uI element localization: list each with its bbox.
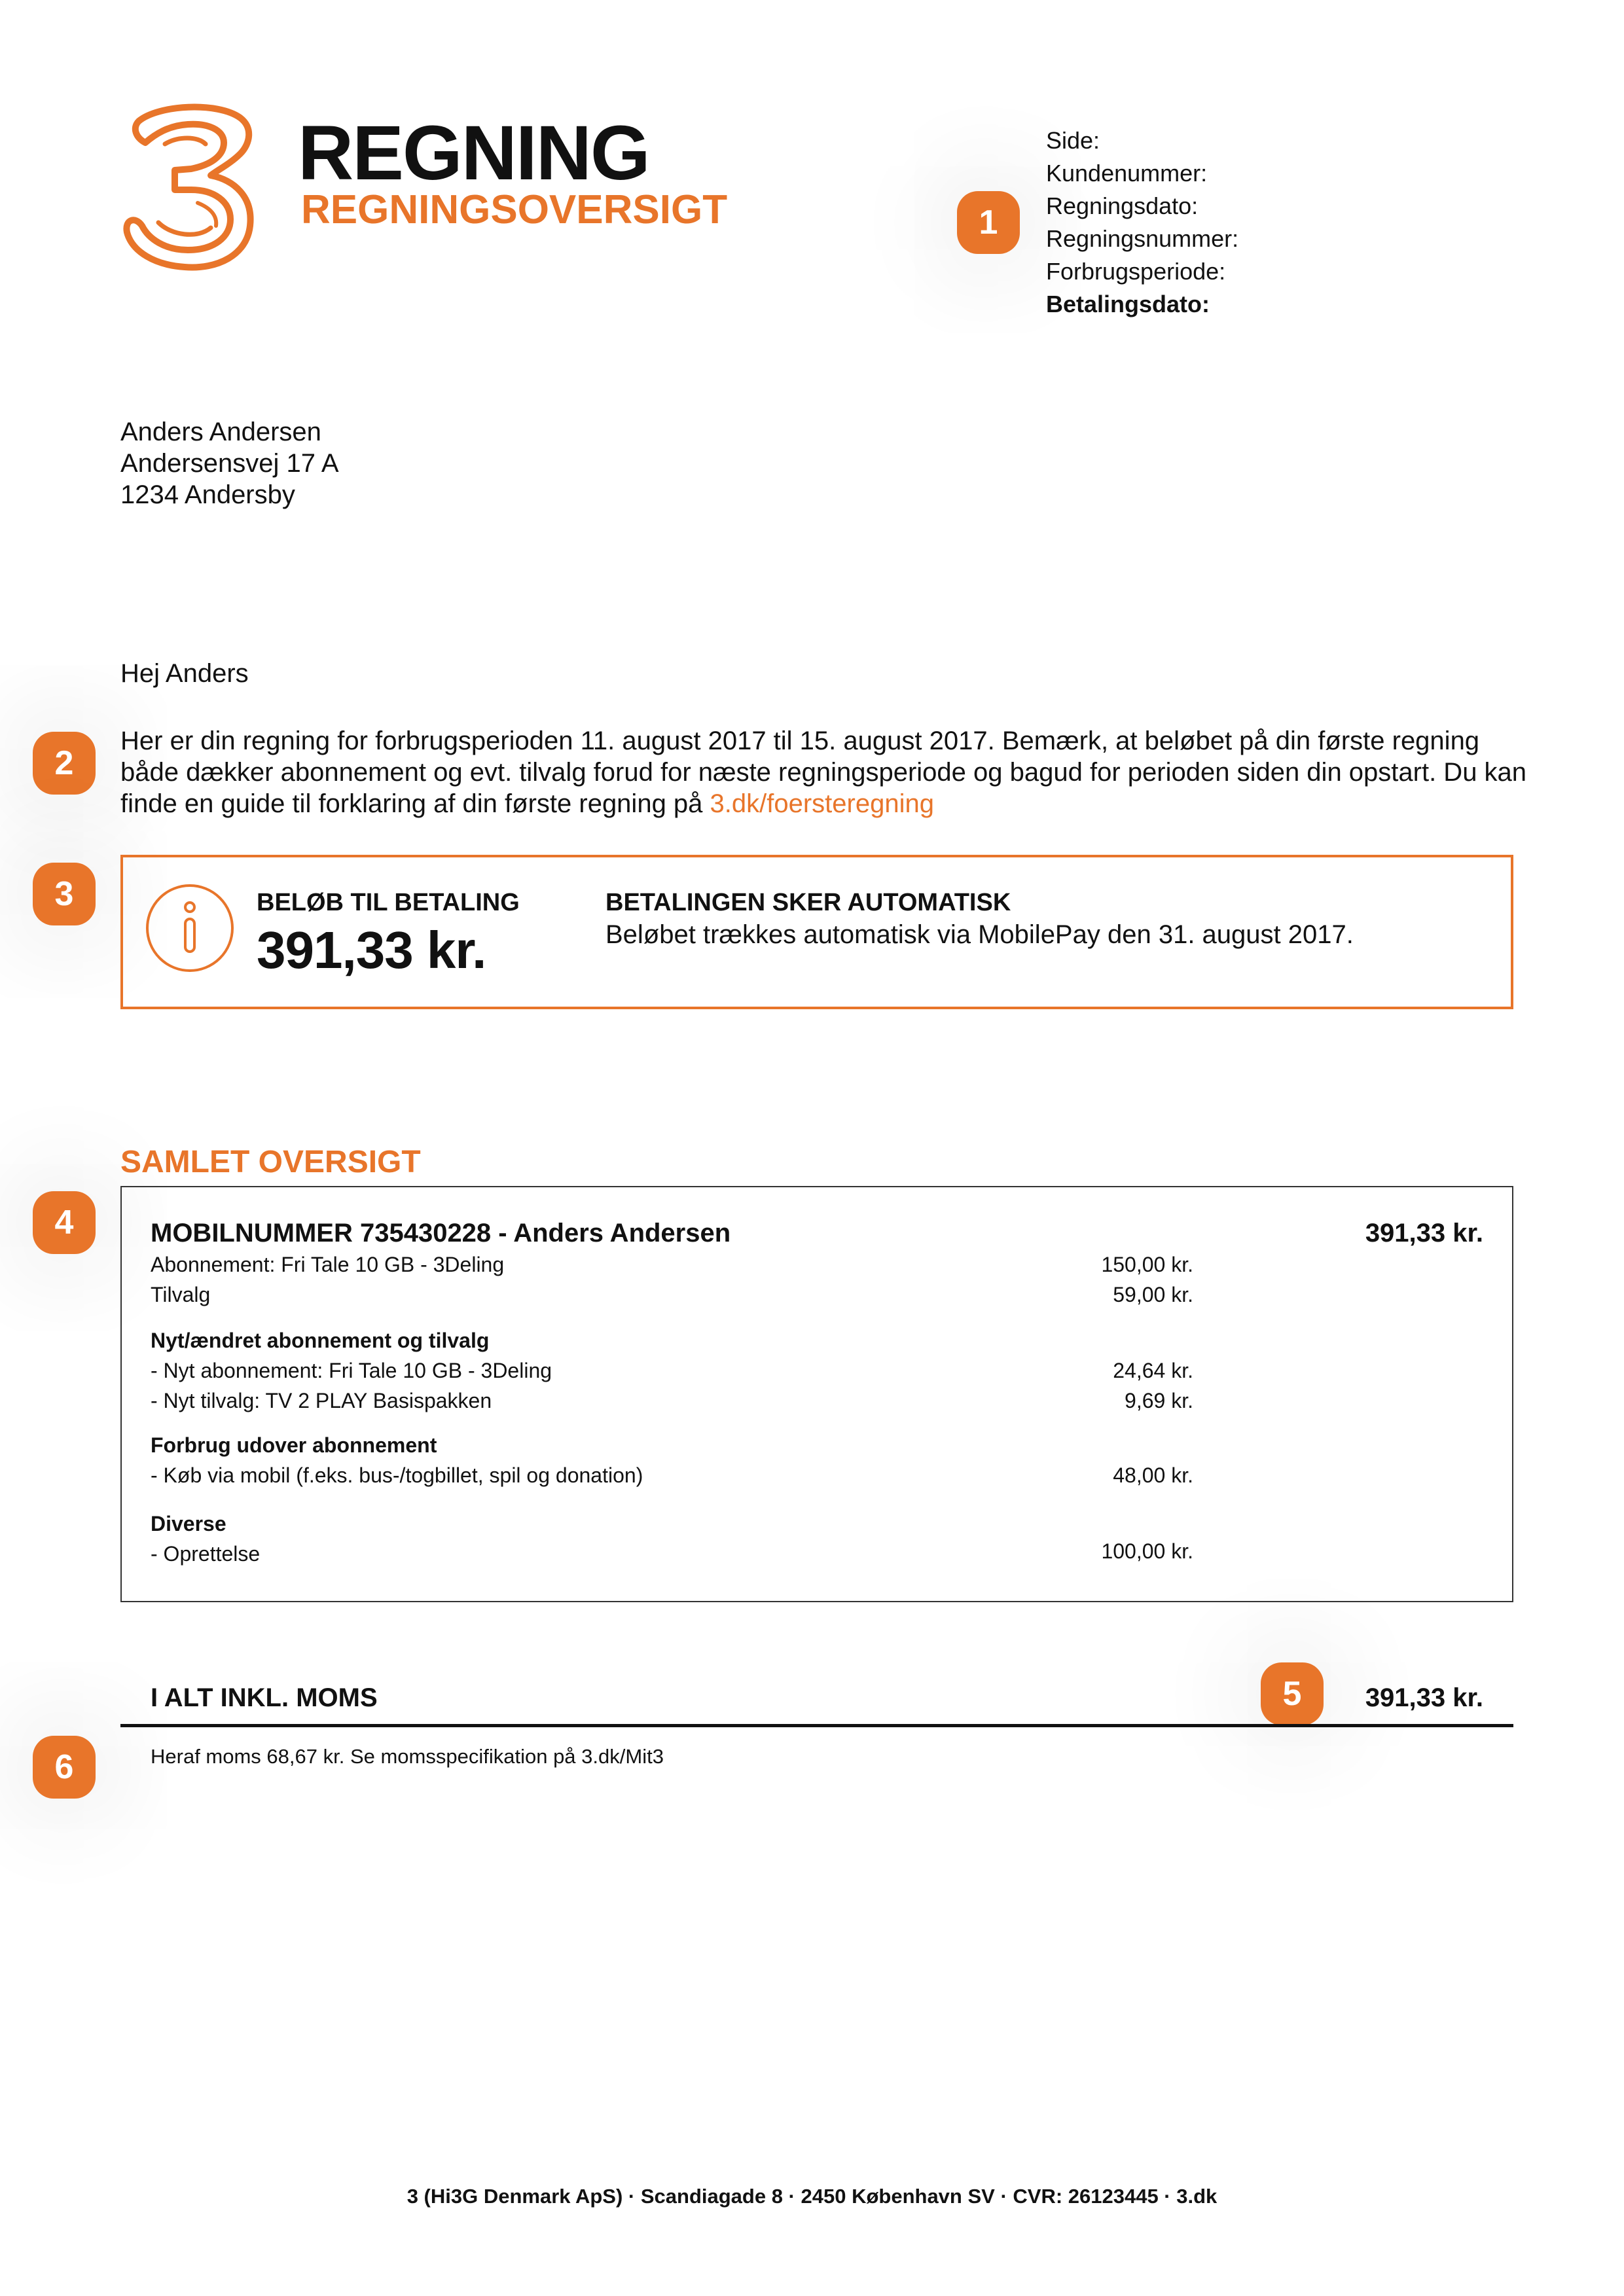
meta-usage-period-label: Forbrugsperiode: (1046, 258, 1226, 285)
recipient-address (120, 416, 339, 511)
callout-badge-5: 5 (1261, 1662, 1324, 1725)
amount-due-label: BELØB TIL BETALING (257, 889, 520, 916)
line-item-label: - Køb via mobil (f.eks. bus-/togbillet, spil og donation) (151, 1463, 643, 1487)
document-subtitle: REGNINGSOVERSIGT (301, 187, 728, 232)
vat-note: Heraf moms 68,67 kr. Se momsspecifikation på 3.dk/Mit3 (151, 1745, 664, 1768)
callout-badge-6: 6 (33, 1736, 96, 1799)
company-footer: 3 (Hi3G Denmark ApS) · Scandiagade 8 · 2450 København SV · CVR: 26123445 · 3.dk (406, 2185, 1218, 2208)
line-item-label: Tilvalg (151, 1283, 211, 1306)
recipient-street: Andersensvej 17 A (120, 449, 339, 478)
line-item-label: - Nyt abonnement: Fri Tale 10 GB - 3Deling (151, 1359, 552, 1382)
total-incl-vat-label: I ALT INKL. MOMS (151, 1683, 378, 1712)
line-item-amount: 48,00 kr. (1113, 1463, 1193, 1487)
recipient-city: 1234 Andersby (120, 480, 295, 509)
meta-invoice-number-label: Regningsnummer: (1046, 225, 1239, 252)
intro-text: Her er din regning for forbrugsperioden 11. august 2017 til 15. august 2017. Bemærk, at beløbet på din første regning både dækker abonnement og evt. tilvalg forud for næste regningsperiode og bagud for perioden siden din opstart. Du kan finde en guide til forklaring af din første regning på (120, 726, 1527, 818)
total-incl-vat-amount: 391,33 kr. (1365, 1683, 1483, 1712)
line-item-label: - Nyt tilvalg: TV 2 PLAY Basispakken (151, 1389, 492, 1412)
line-item-amount: 59,00 kr. (1113, 1283, 1193, 1306)
line-group-heading: Forbrug udover abonnement (151, 1433, 437, 1457)
mobile-number-total: 391,33 kr. (1365, 1219, 1483, 1247)
line-item-amount: 100,00 kr. (1101, 1539, 1193, 1563)
amount-due-value: 391,33 kr. (257, 921, 486, 979)
three-logo (119, 98, 257, 272)
info-icon (144, 882, 236, 974)
auto-payment-text: Beløbet trækkes automatisk via MobilePay den 31. august 2017. (605, 920, 1354, 949)
meta-payment-date-label: Betalingsdato: (1046, 291, 1210, 317)
meta-customer-number-label: Kundenummer: (1046, 160, 1208, 187)
invoice-meta (1046, 124, 1238, 321)
line-group-heading: Diverse (151, 1512, 226, 1535)
overview-title: SAMLET OVERSIGT (120, 1145, 421, 1179)
total-divider (120, 1724, 1513, 1727)
line-item-label: Abonnement: Fri Tale 10 GB - 3Deling (151, 1253, 505, 1276)
line-item-amount: 9,69 kr. (1125, 1389, 1193, 1412)
line-item-amount: 150,00 kr. (1101, 1253, 1193, 1276)
callout-badge-3: 3 (33, 863, 96, 925)
mobile-number-title: MOBILNUMMER 735430228 - Anders Andersen (151, 1219, 731, 1247)
first-invoice-guide-link[interactable]: 3.dk/foersteregning (710, 789, 934, 818)
intro-paragraph (120, 725, 1528, 819)
line-group-heading: Nyt/ændret abonnement og tilvalg (151, 1329, 490, 1352)
meta-side-label: Side: (1046, 127, 1100, 154)
meta-invoice-date-label: Regningsdato: (1046, 192, 1199, 219)
auto-payment-title: BETALINGEN SKER AUTOMATISK (605, 889, 1011, 916)
line-item-label: - Oprettelse (151, 1542, 261, 1566)
recipient-name: Anders Andersen (120, 418, 321, 446)
document-title: REGNING (298, 110, 649, 196)
callout-badge-4: 4 (33, 1191, 96, 1254)
line-item-amount: 24,64 kr. (1113, 1359, 1193, 1382)
callout-badge-2: 2 (33, 732, 96, 795)
greeting: Hej Anders (120, 659, 249, 688)
callout-badge-1: 1 (957, 191, 1020, 254)
